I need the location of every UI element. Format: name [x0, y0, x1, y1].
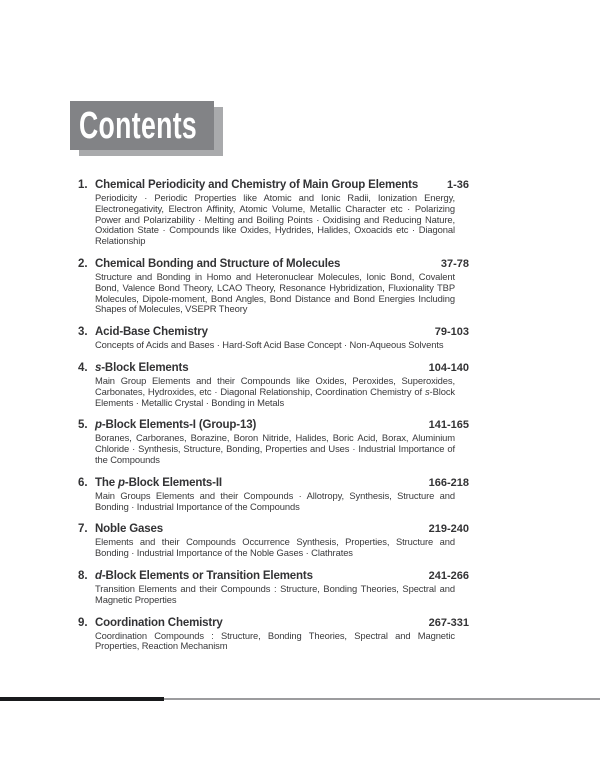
- chapter-description: Elements and their Compounds Occurrence Synthesis, Properties, Structure and Bonding · Industrial Importance of the Noble Gases · Clathrates: [95, 536, 455, 559]
- chapter-pages: 104-140: [428, 361, 469, 374]
- chapter-description: Main Group Elements and their Compounds like Oxides, Peroxides, Superoxides, Carbonates, Hydroxides, etc · Diagonal Relationship, Coordination Chemistry of s-Block Elements · Metallic Crystal · Bonding in Metals: [95, 374, 455, 408]
- toc-entry: [78, 419, 469, 465]
- toc-entry: [78, 617, 469, 653]
- toc-entry: [78, 523, 469, 559]
- toc-entry: [78, 179, 469, 247]
- toc-entry: [78, 570, 469, 606]
- chapter-pages: 37-78: [440, 257, 469, 270]
- chapter-number: 3.: [78, 326, 88, 339]
- toc-entry: [78, 258, 469, 315]
- chapter-number: 1.: [78, 179, 88, 191]
- chapter-description: Periodicity · Periodic Properties like Atomic and Ionic Radii, Ionization Energy, Electronegativity, Electron Affinity, Atomic Volume, Metallic Character etc · Polarizing Power and Polarizability · Melting and Boiling Points · Oxidising and Reducing Nature, Oxidation State · Compounds like Oxides, Hydrides, Halides, Oxoacids etc · Diagonal Relationship: [95, 192, 455, 247]
- chapter-title: Coordination Chemistry: [95, 616, 223, 629]
- chapter-description: Main Groups Elements and their Compounds · Allotropy, Synthesis, Structure and Bonding · Industrial Importance of the Compounds: [95, 489, 455, 512]
- chapter-title: s-Block Elements: [95, 361, 189, 374]
- toc-entry-head: [78, 477, 469, 489]
- chapter-description: Transition Elements and their Compounds : Structure, Bonding Theories, Spectral and Magnetic Properties: [95, 582, 455, 605]
- chapter-description: Structure and Bonding in Homo and Heteronuclear Molecules, Ionic Bond, Covalent Bond, Valence Bond Theory, LCAO Theory, Resonance Hybridization, Fluxionality TBP Molecules, Dipole-moment, Bond Angles, Bond Distance and Bond Energies Including Shapes of Molecules, VSEPR Theory: [95, 270, 455, 315]
- chapter-title: d-Block Elements or Transition Elements: [95, 569, 313, 582]
- chapter-number: 6.: [78, 476, 88, 489]
- chapter-number: 7.: [78, 523, 88, 536]
- page-title: Contents: [79, 104, 198, 147]
- chapter-title: Acid-Base Chemistry: [95, 326, 208, 339]
- chapter-pages: 267-331: [428, 616, 469, 629]
- chapter-title: Chemical Periodicity and Chemistry of Main Group Elements: [95, 179, 419, 191]
- contents-header: [70, 101, 240, 163]
- chapter-number: 4.: [78, 361, 88, 374]
- contents-box: [70, 101, 214, 150]
- chapter-number: 9.: [78, 616, 88, 629]
- toc-entry: [78, 326, 469, 351]
- toc-entry-head: [78, 617, 469, 629]
- chapter-pages: 79-103: [434, 326, 469, 339]
- footer-rule-gray-line: [164, 698, 600, 700]
- chapter-number: 5.: [78, 419, 88, 432]
- chapter-title: p-Block Elements-I (Group-13): [95, 419, 257, 432]
- chapter-title: Noble Gases: [95, 523, 164, 536]
- toc-entry-head: [78, 523, 469, 535]
- chapter-pages: 166-218: [428, 476, 469, 489]
- toc-entry-head: [78, 570, 469, 582]
- toc-entry: [78, 477, 469, 513]
- toc-entry-head: [78, 179, 469, 191]
- toc-entry-head: [78, 362, 469, 374]
- chapter-description: Coordination Compounds : Structure, Bonding Theories, Spectral and Magnetic Properties, Reaction Mechanism: [95, 629, 455, 652]
- chapter-description: Boranes, Carboranes, Borazine, Boron Nitride, Halides, Boric Acid, Borax, Aluminium Chloride · Synthesis, Structure, Bonding, Properties and Uses · Industrial Importance of the Compounds: [95, 432, 455, 465]
- toc-list: [78, 179, 469, 663]
- footer-rule: [0, 697, 600, 703]
- chapter-number: 2.: [78, 257, 88, 270]
- chapter-pages: 219-240: [428, 523, 469, 536]
- chapter-number: 8.: [78, 569, 88, 582]
- toc-entry-head: [78, 419, 469, 431]
- toc-entry-head: [78, 326, 469, 338]
- chapter-pages: 241-266: [428, 569, 469, 582]
- toc-entry: [78, 362, 469, 408]
- chapter-title: The p-Block Elements-II: [95, 476, 222, 489]
- chapter-pages: 141-165: [428, 419, 469, 432]
- chapter-description: Concepts of Acids and Bases · Hard-Soft Acid Base Concept · Non-Aqueous Solvents: [95, 339, 444, 351]
- chapter-title: Chemical Bonding and Structure of Molecules: [95, 257, 341, 270]
- footer-rule-black-bar: [0, 697, 164, 701]
- chapter-pages: 1-36: [446, 179, 469, 191]
- toc-entry-head: [78, 258, 469, 270]
